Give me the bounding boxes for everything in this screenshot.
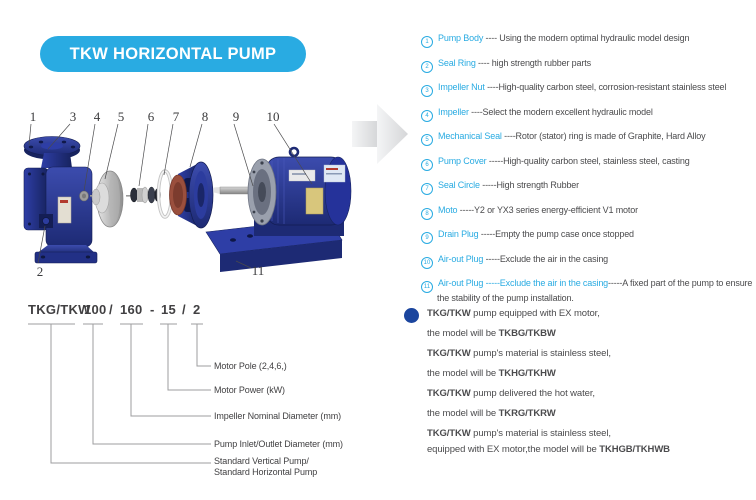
variant-line [427, 308, 756, 320]
variant-prefix: TKG/TKW [427, 428, 471, 439]
list-item [421, 131, 756, 146]
model-code-d4: 2 [193, 302, 201, 317]
variant-model-code: TKHGB/TKHWB [599, 444, 670, 455]
list-item [421, 229, 756, 244]
flow-arrow-icon [352, 104, 408, 164]
item-number-badge: 7 [421, 183, 433, 195]
part-desc: ----Select the modern excellent hydraulic model [468, 106, 653, 117]
variant-line [427, 348, 756, 360]
variant-text: the model will be [427, 408, 499, 419]
variant-prefix: TKG/TKW [427, 388, 471, 399]
variant-line [427, 328, 756, 340]
variant-line [427, 408, 756, 420]
variant-model-code: TKHG/TKHW [498, 368, 556, 379]
item-number-badge: 4 [421, 110, 433, 122]
part-desc: ----High-quality carbon steel, corrosion-resistant stainless steel [484, 82, 727, 92]
variant-line [427, 428, 756, 440]
item-number-badge: 2 [421, 61, 433, 73]
callout-4: 4 [93, 109, 101, 124]
item-number-badge: 8 [421, 208, 433, 220]
model-variants [400, 308, 756, 464]
part-desc: -----High-quality carbon steel, stainless steel, casting [486, 155, 690, 166]
callout-1: 1 [29, 109, 37, 124]
part-name: Impeller [438, 106, 469, 117]
model-code-sep3: / [182, 302, 186, 317]
callout-3: 3 [69, 109, 77, 124]
part-name: Pump Body [438, 33, 484, 43]
label-standard-horizontal: Standard Horizontal Pump [214, 466, 318, 477]
callout-8: 8 [201, 109, 209, 124]
list-item [421, 156, 756, 171]
variant-model-code: TKRG/TKRW [498, 408, 556, 419]
part-name: Pump Cover [438, 155, 487, 166]
item-number-badge: 9 [421, 232, 433, 244]
part-desc: ----Rotor (stator) ring is made of Graphite, Hard Alloy [501, 131, 706, 141]
label-motor-pole: Motor Pole (2,4,6,) [214, 361, 287, 371]
model-code-prefix: TKG/TKW [28, 302, 91, 317]
part-name: Mechanical Seal [438, 131, 502, 141]
variant-text: pump's material is stainless steel, [470, 348, 611, 359]
model-code-d2: 160 [120, 302, 143, 317]
item-number-badge: 1 [421, 36, 433, 48]
part-desc: -----Y2 or YX3 series energy-efficient V1 motor [457, 204, 638, 215]
variant-model-code: TKBG/TKBW [498, 328, 556, 339]
model-breakdown-lines [25, 315, 215, 485]
callout-10: 10 [266, 109, 280, 124]
part-name: Moto [438, 204, 458, 215]
part-name: Drain Plug [438, 229, 479, 239]
callout-2: 2 [36, 264, 44, 279]
variant-text: the model will be [427, 328, 499, 339]
part-name: Seal Ring [438, 57, 476, 68]
list-item [421, 180, 756, 195]
part-desc: ---- high strength rubber parts [475, 57, 591, 68]
variant-text: pump's material is stainless steel, [470, 428, 611, 439]
bullet-icon [404, 308, 419, 323]
part-desc: -----High strength Rubber [479, 180, 580, 190]
motor [214, 148, 351, 236]
label-inlet-outlet-diameter: Pump Inlet/Outlet Diameter (mm) [214, 439, 343, 449]
item-number-badge: 11 [421, 281, 433, 293]
list-item [421, 205, 756, 220]
callout-11: 11 [251, 263, 265, 278]
item-number-badge: 3 [421, 85, 433, 97]
callout-5: 5 [117, 109, 125, 124]
variant-line [427, 444, 756, 456]
list-item [421, 107, 756, 122]
model-code-d3: 15 [161, 302, 177, 317]
callout-9: 9 [232, 109, 240, 124]
part-name: Air-out Plug [438, 253, 484, 264]
variant-line [427, 388, 756, 400]
item-number-badge: 5 [421, 134, 433, 146]
label-standard-pump [214, 456, 317, 477]
part-desc: ---- Using the modern optimal hydraulic model design [483, 33, 690, 43]
item-number-badge: 6 [421, 159, 433, 171]
variant-text: the model will be [427, 368, 499, 379]
variant-line [427, 368, 756, 380]
model-code-sep2: - [150, 302, 155, 317]
label-impeller-diameter: Impeller Nominal Diameter (mm) [214, 411, 342, 421]
item-number-badge: 10 [421, 257, 433, 269]
part-name: Impeller Nut [438, 82, 485, 92]
part-desc: -----A fixed part of the pump to ensure the stability of the pump installation. [437, 278, 753, 303]
model-code-d1: 100 [84, 302, 107, 317]
parts-list [421, 33, 756, 314]
variant-text: pump equipped with EX motor, [470, 308, 600, 319]
list-item [421, 254, 756, 269]
exploded-pump-diagram [8, 95, 420, 290]
label-standard-vertical: Standard Vertical Pump/ [214, 456, 309, 466]
variant-prefix: TKG/TKW [427, 308, 471, 319]
mechanical-seal [131, 187, 161, 203]
page-title: TKW HORIZONTAL PUMP [69, 44, 277, 63]
part-desc: -----Empty the pump case once stopped [478, 229, 634, 239]
variant-prefix: TKG/TKW [427, 348, 471, 359]
list-item [421, 58, 756, 73]
list-item [421, 278, 756, 304]
list-item [421, 82, 756, 97]
callout-7: 7 [172, 109, 180, 124]
model-code-sep1: / [109, 302, 113, 317]
part-desc: -----Exclude the air in the casing [483, 253, 609, 264]
label-motor-power: Motor Power (kW) [214, 385, 285, 395]
callout-6: 6 [147, 109, 155, 124]
variant-text: equipped with EX motor,the model will be [427, 444, 600, 455]
pump-cover [170, 162, 214, 228]
title-banner [40, 36, 306, 72]
part-name: Seal Circle [438, 180, 480, 190]
list-item [421, 33, 756, 48]
variant-text: pump delivered the hot water, [470, 388, 595, 399]
part-name: Air-out Plug -----Exclude the air in the casing [438, 278, 609, 288]
